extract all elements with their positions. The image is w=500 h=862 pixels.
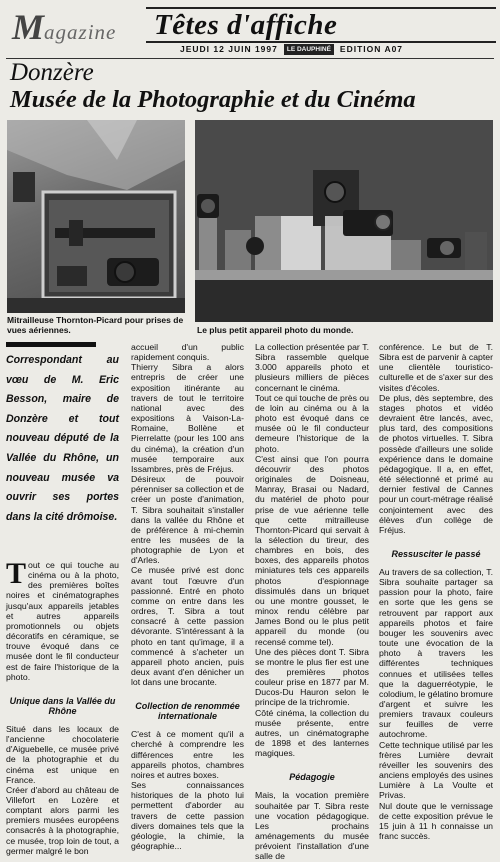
drop-cap: T bbox=[6, 557, 27, 590]
section-label-rest: agazine bbox=[44, 20, 117, 44]
subheading: Pédagogie bbox=[289, 772, 335, 783]
paragraph: De plus, dès septembre, des stages photos et vidéo devraient être lancés, avec, plus tard, des compositions de photos virtuelles. T. Sibra possède d'ailleurs une solide expérience dans le domaine pédagogique. Il a, en effet, été sélectionné et primé au dernier festival de Cannes pour un court-métrage réalisé conjointement avec des élèves d'un collège de Fréjus. bbox=[379, 392, 493, 535]
subheading: Ressusciter le passé bbox=[391, 548, 481, 559]
issue-date: JEUDI 12 JUIN 1997 bbox=[180, 44, 278, 54]
paragraph: Ses connaissances historiques de la photo lui permettent d'aborder au travers de cette passion divers domaines tels que la géologie, la chimie, la géographie... bbox=[131, 780, 244, 852]
article-column-3 bbox=[255, 342, 369, 862]
paragraph: Côté cinéma, la collection du musée présente, entre autres, un cinématographe de 1898 et des lanternes magiques. bbox=[255, 707, 369, 759]
section-label-initial: M bbox=[12, 7, 45, 47]
paragraph: Tout ce qui touche de près ou de loin au cinéma ou à la photo est évoqué dans ce musée où le fil conducteur demeure l'historique de la photo. bbox=[255, 392, 369, 454]
subheading: Collection de renommée internationale bbox=[135, 701, 240, 722]
paragraph: C'est à ce moment qu'il a cherché à comprendre les différences entre les appareils photos, chambres noires et autres boxes. bbox=[131, 729, 244, 780]
photo-machine-gun-camera bbox=[7, 120, 185, 313]
paragraph: Thierry Sibra a alors entrepris de créer une exposition itinérante au travers de tout le territoire national avec des expositions à Vaison-La-Romaine, Bollène et Pierrelatte (pour les 100 ans du cinéma), la création d'un musée temporaire aux Issambres, près de Fréjus. bbox=[131, 362, 244, 474]
photo-smallest-camera bbox=[195, 120, 493, 322]
paragraph: Une des pièces dont T. Sibra se montre le plus fier est une des premières photos couleur prise en 1877 par M. Ducos-Du Hauron selon le principe de la trichromie. bbox=[255, 646, 369, 708]
paragraph: C'est ainsi que l'on pourra découvrir des photos originales de Doisneau, Manray, Brasai ou Nadard, du matériel de photo pour prise de vue aérienne telle que cette mitrailleuse Thornton-Picard qui servait à la sélection du tireur, des chambres en bois, des boxes, des appareils photos miniatures tels ces appareils photos d'espionnage dissimulés dans un briquet ou une montre gousset, le minox rendu célèbre par James Bond ou le plus petit appareil du monde (ou recensé comme tel). bbox=[255, 453, 369, 647]
rubric-title: Têtes d'affiche bbox=[154, 9, 338, 41]
article-kicker: Donzère bbox=[10, 59, 94, 86]
paragraph: Ce musée privé est donc avant tout l'œuvre d'un passionné. Entré en photo comme on entre dans les ordres, T. Sibra a tout consacré à cette passion dévorante. S'intéressant à la photo en tant qu'image, il a commencé à s'acheter un appareil photo ancien, puis deux avant d'en dénicher un lot dans une brocante. bbox=[131, 565, 244, 688]
paragraph: La collection présentée par T. Sibra rassemble quelque 3.000 appareils photo et plusieurs milliers de pièces concernant le cinéma. bbox=[255, 342, 369, 393]
edition-label: EDITION A07 bbox=[339, 44, 404, 54]
article-column-1 bbox=[6, 557, 119, 856]
article-lead: Correspondant au vœu de M. Eric Besson, maire de Donzère et tout nouveau député de la Vallée du Rhône, un nouveau musée va ouvrir ses portes dans la cité drômoise. bbox=[6, 354, 119, 523]
paragraph: Désireux de pouvoir pérenniser sa collection et de créer un poste d'animation, T. Sibra souhaitait s'installer dans la vallée du Rhône et de préférence à mi-chemin entre les musées de la photographie de Lyon et d'Arles. bbox=[131, 474, 245, 566]
photo-right-caption: Le plus petit appareil photo du monde. bbox=[197, 325, 354, 335]
rubric-band bbox=[146, 7, 496, 43]
paragraph: conférence. Le but de T. Sibra est de parvenir à capter une clientèle touristico-culturelle et de s'axer sur des visites d'écoles. bbox=[379, 342, 493, 393]
paragraph: Tout ce qui touche au cinéma ou à la photo, des premières boîtes noires et cinématographes jusqu'aux appareils jetables et autres appareils promotionnels ou objets décoratifs en céramique, se trouve évoqué dans ce musée dont le fil conducteur est de faire l'historique de la photo. bbox=[6, 557, 119, 682]
paragraph: Créer d'abord au château de Villefort en Lozère et comptant alors parmi les premiers musées européens consacrés à la photographie, ce musée, trop loin de tout, a germer malgré le bon bbox=[6, 784, 119, 856]
paragraph: Mais, la vocation première souhaitée par T. Sibra reste une vocation pédagogique. Les prochains aménagements du musée prévoient l'installation d'une salle de bbox=[255, 790, 369, 862]
article-column-2 bbox=[131, 342, 244, 851]
paragraph: Situé dans les locaux de l'ancienne chocolaterie d'Aiguebelle, ce musée privé de la photographie et du cinéma est unique en France. bbox=[6, 723, 119, 785]
article-headline: Musée de la Photographie et du Cinéma bbox=[10, 86, 416, 113]
section-label bbox=[12, 7, 117, 47]
lead-rule bbox=[6, 342, 96, 347]
subheading: Unique dans la Vallée du Rhône bbox=[9, 695, 116, 716]
paragraph: Nul doute que le vernissage de cette exposition prévue le 15 juin à 11 h connaisse un franc succès. bbox=[379, 800, 493, 842]
paragraph: accueil d'un public rapidement conquis. bbox=[131, 342, 244, 363]
newspaper-logo: LE DAUPHINÉ bbox=[284, 44, 334, 55]
photo-left-caption: Mitrailleuse Thornton-Picard pour prises de vues aériennes. bbox=[7, 315, 184, 335]
article-column-4 bbox=[379, 342, 493, 841]
paragraph: Au travers de sa collection, T. Sibra souhaite partager sa passion pour la photo, faire en sorte que les gens se retrouvent par rapport aux appareils photos et faire bouger les souvenirs avec toute une évocation de la photo à travers les différentes techniques connues et utilisées telles que la daguerréotypie, le colodium, le gélatino bromure d'argent et suivre les premiers travaux couleurs sur feuilles de verre autochrome. bbox=[379, 566, 493, 740]
paragraph: Cette technique utilisé par les frères Lumière devrait réveiller les souvenirs des anciens employés des usines Lumière à La Voulte et Privas. bbox=[379, 739, 493, 801]
dateline bbox=[180, 42, 492, 56]
